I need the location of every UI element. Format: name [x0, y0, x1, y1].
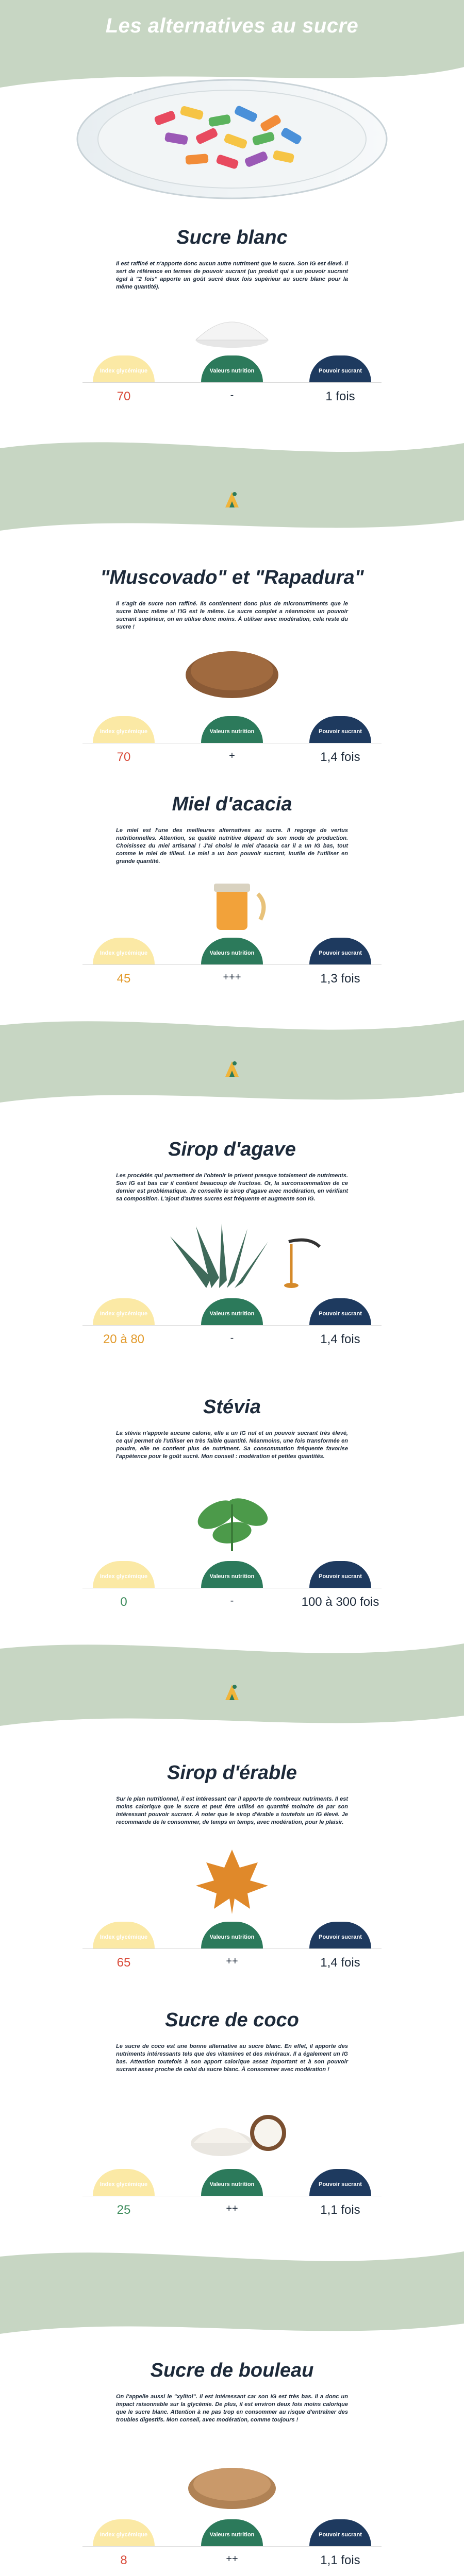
- section-body-agave: Les procédés qui permettent de l'obtenir le privent presque totalement de nutriments. Son IG est bas car il contient beaucoup de fructose. Or, la surconsommation de ce dernier est problématique. Je conseille le sirop d'agave avec modération, en vérifiant sa composition. L'ajout d'autres sucres est fréquente et augmente son IG.: [116, 1173, 348, 1202]
- ps-value: 100 à 300 fois: [301, 1595, 379, 1609]
- birch-sugar-illustration: [0, 2442, 464, 2514]
- section-band: [0, 1010, 464, 1061]
- ps-badge: Pouvoir sucrant: [309, 2169, 371, 2196]
- section-band-bottom: [0, 1082, 464, 1113]
- section-body-sucre-blanc: Il est raffiné et n'apporte donc aucun autre nutriment que le sucre. Son IG est élevé. Il sert de référence en termes de pouvoir sucrant (un produit qui a un pouvoir sucrant égal à "2 fois" apporte un goût sucré deux fois supérieur au sucre blanc pour la même quantité).: [116, 261, 348, 290]
- candy-jar-illustration: [0, 72, 464, 206]
- page-title: Les alternatives au sucre: [105, 14, 359, 37]
- stats-bouleau: [0, 2519, 464, 2571]
- section-body-muscovado: Il s'agit de sucre non raffiné. Ils contiennent donc plus de micronutriments que le sucre blanc même si l'IG est le même. Le sucre complet a néanmoins un pouvoir sucrant supérieur, on en utilise donc moins. À utiliser avec modération, cela reste du sucre !: [116, 601, 348, 630]
- brown-sugar-illustration: [0, 639, 464, 701]
- ps-badge: Pouvoir sucrant: [309, 1922, 371, 1948]
- section-title-erable: Sirop d'érable: [167, 1762, 297, 1784]
- nv-value: -: [230, 389, 234, 401]
- ig-value: 70: [117, 389, 131, 403]
- nv-badge: Valeurs nutrition: [201, 1298, 263, 1325]
- ig-badge: Index glycémique: [93, 2169, 155, 2196]
- ps-value: 1,1 fois: [320, 2203, 360, 2217]
- nv-value: -: [230, 1332, 234, 1344]
- divider: [82, 1325, 382, 1326]
- divider: [82, 1948, 382, 1949]
- ig-badge: Index glycémique: [93, 2519, 155, 2546]
- nv-badge: Valeurs nutrition: [201, 1561, 263, 1588]
- ps-badge: Pouvoir sucrant: [309, 1298, 371, 1325]
- stats-agave: [0, 1298, 464, 1350]
- logo-icon: [219, 1056, 245, 1082]
- ig-value: 0: [120, 1595, 127, 1609]
- stats-miel: [0, 938, 464, 989]
- section-band-bottom: [0, 1705, 464, 1736]
- ig-badge: Index glycémique: [93, 1298, 155, 1325]
- section-title-coco: Sucre de coco: [165, 2009, 299, 2031]
- nv-badge: Valeurs nutrition: [201, 716, 263, 743]
- coconut-sugar-illustration: [0, 2092, 464, 2164]
- nv-badge: Valeurs nutrition: [201, 2519, 263, 2546]
- ig-value: 20 à 80: [103, 1332, 145, 1346]
- agave-syrup-illustration: [0, 1221, 464, 1293]
- section-band-bottom: [0, 510, 464, 541]
- stats-sucre-blanc: [0, 355, 464, 407]
- ig-badge: Index glycémique: [93, 716, 155, 743]
- nv-badge: Valeurs nutrition: [201, 2169, 263, 2196]
- ps-value: 1,3 fois: [320, 972, 360, 986]
- section-band-bottom: [0, 2313, 464, 2344]
- ig-value: 65: [117, 1956, 131, 1970]
- nv-value: +: [229, 750, 235, 761]
- nv-value: -: [230, 1595, 234, 1606]
- ig-badge: Index glycémique: [93, 938, 155, 964]
- ig-value: 70: [117, 750, 131, 764]
- nv-badge: Valeurs nutrition: [201, 1922, 263, 1948]
- section-band-body: [0, 2293, 464, 2313]
- section-band: [0, 1633, 464, 1685]
- ps-value: 1,4 fois: [320, 1332, 360, 1346]
- ig-badge: Index glycémique: [93, 355, 155, 382]
- section-title-muscovado: "Muscovado" et "Rapadura": [100, 567, 364, 588]
- divider: [82, 2546, 382, 2547]
- divider: [82, 964, 382, 965]
- nv-badge: Valeurs nutrition: [201, 355, 263, 382]
- stats-erable: [0, 1922, 464, 1973]
- ps-badge: Pouvoir sucrant: [309, 938, 371, 964]
- section-body-coco: Le sucre de coco est une bonne alternative au sucre blanc. En effet, il apporte des nutriments intéressants tels que des vitamines et des minéraux. Il a également un IG bas. Attention toutefois à son apport calorique assez important et à son pouvoir sucrant assez proche de celui du sucre blanc. À consommer avec modération !: [116, 2043, 348, 2073]
- section-body-bouleau: On l'appelle aussi le "xylitol". Il est intéressant car son IG est très bas. Il a donc un impact raisonnable sur la glycémie. De plus, il est environ deux fois moins calorique que le sucre blanc. Attention à ne pas trop en consommer au risque d'entraîner des troubles digestifs. Mon conseil, avec modération, comme toujours !: [116, 2394, 348, 2423]
- nv-value: ++: [226, 1956, 238, 1967]
- section-title-bouleau: Sucre de bouleau: [150, 2360, 314, 2381]
- ps-badge: Pouvoir sucrant: [309, 716, 371, 743]
- section-body-miel: Le miel est l'une des meilleures alternatives au sucre. Il regorge de vertus nutritionnelles. Attention, sa qualité nutritive dépend de son mode de production. Choisissez du miel artisanal ! J'ai choisi le miel d'acacia car il a un IG bas, tout comme le miel de tilleul. Le miel a un bon pouvoir sucrant, inutile de l'utiliser en grande quantité.: [116, 827, 348, 865]
- nv-badge: Valeurs nutrition: [201, 938, 263, 964]
- ig-value: 8: [120, 2553, 127, 2567]
- ps-badge: Pouvoir sucrant: [309, 2519, 371, 2546]
- section-title-stevia: Stévia: [203, 1396, 261, 1418]
- divider: [82, 382, 382, 383]
- section-band: [0, 428, 464, 489]
- ig-value: 25: [117, 2203, 131, 2217]
- ps-value: 1,1 fois: [320, 2553, 360, 2567]
- ps-value: 1,4 fois: [320, 750, 360, 764]
- ps-value: 1 fois: [325, 389, 355, 403]
- stevia-leaves-illustration: [0, 1484, 464, 1556]
- section-title-agave: Sirop d'agave: [168, 1139, 296, 1160]
- ps-value: 1,4 fois: [320, 1956, 360, 1970]
- maple-leaf-illustration: [0, 1844, 464, 1917]
- logo-icon: [219, 487, 245, 513]
- ig-badge: Index glycémique: [93, 1561, 155, 1588]
- nv-value: +++: [223, 972, 241, 983]
- section-body-erable: Sur le plan nutritionnel, il est intéressant car il apporte de nombreux nutriments. Il est moins calorique que le sucre et peut être utilisé en quantité moindre de par son intéressant pouvoir sucrant. À noter que le sirop d'érable a toutefois un IG élevé. Je recommande de le consommer, de temps en temps, avec modération, pour le plaisir.: [116, 1796, 348, 1825]
- nv-value: ++: [226, 2553, 238, 2565]
- ps-badge: Pouvoir sucrant: [309, 355, 371, 382]
- stats-coco: [0, 2169, 464, 2221]
- ig-value: 45: [117, 972, 131, 986]
- section-band: [0, 2241, 464, 2293]
- ig-badge: Index glycémique: [93, 1922, 155, 1948]
- section-body-stevia: La stévia n'apporte aucune calorie, elle a un IG nul et un pouvoir sucrant très élevé, ce qui permet de l'utiliser en très faible quantité. Néanmoins, une fois transformée en poudre, elle ne contient plus de nutriment. Sa consommation fréquente favorise l'appétence pour le goût sucré. Mon conseil : modération et petites quantités.: [116, 1430, 348, 1460]
- white-sugar-illustration: [0, 309, 464, 350]
- stats-muscovado: [0, 716, 464, 768]
- nv-value: ++: [226, 2203, 238, 2214]
- logo-icon: [219, 1680, 245, 1705]
- stats-stevia: [0, 1561, 464, 1613]
- ps-badge: Pouvoir sucrant: [309, 1561, 371, 1588]
- section-title-sucre-blanc: Sucre blanc: [176, 227, 288, 248]
- honey-jar-illustration: [0, 873, 464, 935]
- section-title-miel: Miel d'acacia: [172, 793, 292, 815]
